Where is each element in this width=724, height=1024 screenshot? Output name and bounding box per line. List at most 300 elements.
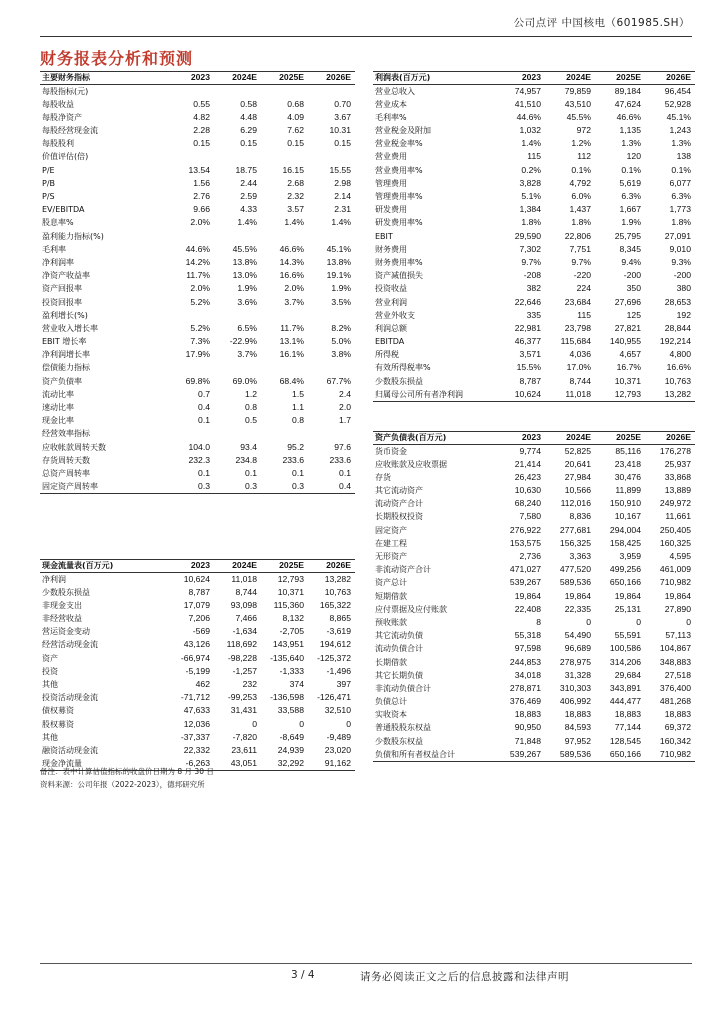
cell-value: 13.8% [232,256,257,267]
row-label: 应收账款及应收票据 [375,459,447,469]
cell-value: 2.44 [240,177,257,188]
cell-value: 16.7% [616,362,641,373]
table-row [373,164,695,177]
row-label: 债权募资 [42,706,74,716]
cell-value: 6.29 [240,125,257,136]
table-row [373,458,695,471]
cell-value: 3.5% [331,296,351,307]
cell-value: 0.7 [198,388,210,399]
row-label: 货币资金 [375,446,407,456]
cell-value: 22,332 [183,744,210,755]
cell-value: 539,267 [509,577,541,588]
cell-value: 22,981 [514,322,541,333]
cell-value: 14.3% [279,256,304,267]
cell-value: 5.0% [331,336,351,347]
cell-value: 8 [536,616,541,627]
cell-value: 0 [299,718,304,729]
cell-value: 93,098 [230,599,257,610]
cell-value: 232 [242,679,257,689]
cell-value: 31,431 [230,705,257,716]
row-label: 营运资金变动 [42,627,90,637]
row-label: 现金净流量 [42,759,82,769]
cell-value: 8,836 [569,511,591,522]
cell-value: 23,684 [564,296,591,307]
table-row [373,563,695,576]
cell-value: 13.1% [279,336,304,347]
cell-value: 8,865 [329,613,351,624]
cell-value: 85,116 [615,445,641,456]
table-bottom-rule [40,493,355,494]
table-row [40,150,355,163]
cell-value: 0.8 [292,415,304,426]
cell-value: 8,744 [569,375,591,386]
table-row [40,98,355,111]
row-label: 盈利能力指标(%) [42,231,104,241]
cell-value: 0.55 [193,98,210,109]
cell-value: 6.3% [621,191,641,201]
cell-value: 589,536 [559,577,591,588]
table-bottom-rule [373,761,695,762]
row-label: 负债和所有者权益合计 [375,749,455,759]
column-header-year: 2023 [190,560,210,571]
table-row [373,322,695,335]
cell-value: 54,490 [564,630,591,641]
row-label: 财务费用 [375,244,407,254]
table-row [373,243,695,256]
cell-value: 0.68 [287,98,304,109]
row-label: 预收账款 [375,617,407,627]
row-label: 经营效率指标 [42,429,90,439]
cell-value: 0.15 [193,138,210,149]
cell-value: 2.28 [193,125,210,136]
column-header-year: 2025E [616,72,641,83]
row-label: 股权募资 [42,719,74,729]
row-label: 流动比率 [42,389,74,399]
cell-value: 3.7% [284,296,304,307]
table-row [40,164,355,177]
cell-value: 2.0% [284,283,304,294]
cell-value: 335 [526,309,541,320]
column-header-year: 2023 [190,72,210,83]
table-row [373,484,695,497]
cell-value: 29,590 [514,230,541,241]
cell-value: 5.1% [521,191,541,201]
cell-value: 43,126 [183,639,210,650]
cell-value: 3.67 [334,111,351,122]
cell-value: 8,787 [188,586,210,597]
table-row [40,638,355,651]
cell-value: 22,335 [564,603,591,614]
cell-value: 14.2% [185,256,210,267]
cell-value: 71,848 [514,735,541,746]
cell-value: 0.15 [334,138,351,149]
cell-value: 7,466 [235,613,257,624]
table-row [40,441,355,454]
column-header-year: 2023 [521,72,541,83]
cell-value: 13.8% [326,256,351,267]
column-header-year: 2023 [521,432,541,443]
cell-value: 0.1% [621,164,641,175]
cell-value: 33,868 [664,471,691,482]
table-row [40,361,355,374]
cell-value: 1.8% [571,217,591,228]
table-row [373,177,695,190]
cell-value: 276,922 [509,524,541,535]
cell-value: 55,318 [514,630,541,641]
cell-value: 55,591 [614,630,641,641]
cell-value: 1.2% [571,138,591,149]
cell-value: 77,144 [614,722,641,733]
cell-value: 278,871 [509,682,541,693]
row-label: 其他 [42,680,58,689]
table-header-row [373,431,695,445]
table-row [373,669,695,682]
cell-value: 4,657 [619,349,641,360]
row-label: 盈利增长(%) [42,310,88,320]
cell-value: 710,982 [659,577,691,588]
cell-value: 115,360 [273,599,304,610]
row-label: 资产 [42,653,58,663]
cell-value: 120 [626,151,641,162]
header-divider [40,36,692,37]
cell-value: 16.1% [279,349,304,360]
cell-value: 7,302 [519,243,541,254]
cell-value: 11,661 [665,511,691,522]
cell-value: 277,681 [559,524,591,535]
table-row [373,590,695,603]
cell-value: 3,828 [519,177,541,188]
cell-value: 232.3 [188,454,210,465]
key-indicators-table [40,71,355,494]
row-label: 研发费用率% [375,218,423,228]
cell-value: 2.32 [287,191,304,201]
cell-value: 233.6 [282,454,304,465]
cell-value: 27,518 [664,669,691,680]
cell-value: 1.9% [237,283,257,294]
cell-value: -99,253 [227,692,257,703]
cell-value: 0.1% [571,164,591,175]
cell-value: 0.1 [198,467,210,478]
row-label: 所得税 [375,350,399,360]
table-row [40,335,355,348]
cell-value: 2.98 [334,177,351,188]
row-label: 资产减值损失 [375,271,423,281]
cell-value: 7,751 [569,243,591,254]
cell-value: 27,821 [614,322,641,333]
row-label: 营业外收支 [375,310,415,320]
row-label: 资产回报率 [42,284,82,294]
column-header-year: 2026E [666,72,691,83]
row-label: 其它长期负债 [375,670,423,680]
table-row [40,691,355,704]
cell-value: 10,371 [277,586,304,597]
cell-value: 160,325 [659,537,691,548]
cell-value: 17.0% [566,362,591,373]
cell-value: 13,282 [664,388,691,399]
column-header-year: 2025E [279,72,304,83]
table-title: 资产负债表(百万元) [375,433,447,443]
cell-value: 68,240 [514,498,541,509]
cell-value: 1,437 [569,204,591,215]
disclaimer-text: 请务必阅读正文之后的信息披露和法律声明 [360,971,569,983]
cell-value: 23,798 [564,322,591,333]
cell-value: 350 [626,283,641,294]
cell-value: 234.8 [235,454,257,465]
column-header-year: 2024E [232,72,257,83]
cell-value: 19,864 [614,590,641,601]
row-label: 每股指标(元) [42,86,89,96]
cell-value: 11,018 [565,388,591,399]
row-label: 非经营收益 [42,614,82,624]
cell-value: 0.1 [292,467,304,478]
table-title: 主要财务指标 [42,73,90,83]
cell-value: 0.1 [245,467,257,478]
cell-value: 3.7% [237,349,257,360]
table-row [40,427,355,440]
row-label: 固定资产 [375,525,407,535]
cell-value: 1.9% [331,283,351,294]
row-label: 资产总计 [375,578,407,588]
cell-value: 10,763 [324,586,351,597]
cell-value: 27,091 [664,230,691,241]
cell-value: 0.70 [334,98,351,109]
table-row [40,652,355,665]
cell-value: 0.3 [198,481,210,492]
table-row [373,216,695,229]
row-label: 净利润率 [42,257,74,267]
table-row [40,586,355,599]
cell-value: 41,510 [514,98,541,109]
row-label: 速动比率 [42,403,74,412]
cell-value: 1,384 [519,204,541,215]
row-label: 偿债能力指标 [42,363,90,373]
cell-value: 2.68 [287,177,304,188]
cell-value: 4,595 [669,551,691,561]
row-label: 投资 [42,666,58,676]
cell-value: 0.1 [339,467,351,478]
row-label: 投资活动现金流 [42,693,98,703]
row-label: 少数股东权益 [375,736,423,746]
row-label: 非流动资产合计 [375,565,431,575]
cell-value: 93.4 [240,441,257,452]
row-label: 营业税金率% [375,139,423,149]
cell-value: 481,268 [659,696,691,707]
row-label: 实收资本 [375,710,407,720]
cell-value: 3.6% [237,296,257,307]
cell-value: 3,571 [519,349,541,360]
row-label: 投资收益 [375,284,407,294]
cell-value: 10,624 [183,573,210,584]
cell-value: -1,496 [326,665,351,676]
cell-value: 1,773 [669,204,691,215]
cell-value: 68.4% [279,375,304,386]
table-row [40,718,355,731]
cell-value: 1.4% [237,217,257,228]
table-row [373,629,695,642]
cell-value: -126,471 [317,692,351,703]
cell-value: 23,418 [614,458,641,469]
cell-value: 2.0 [339,402,351,412]
cell-value: 140,955 [609,336,641,347]
cell-value: 156,325 [559,537,591,548]
cell-value: 18.75 [235,164,257,175]
row-label: 流动负债合计 [375,644,423,654]
cell-value: 376,469 [509,696,541,707]
cell-value: 10,630 [514,485,541,496]
cell-value: 44.6% [185,243,210,254]
cell-value: 10,763 [664,375,691,386]
cell-value: 5.2% [190,322,210,333]
cell-value: 8,744 [235,586,257,597]
cell-value: 17.9% [185,349,210,360]
row-label: 在建工程 [375,538,407,548]
table-row [373,721,695,734]
cell-value: 46.6% [279,243,304,254]
row-label: 少数股东损益 [42,587,90,597]
table-row [373,388,695,401]
row-label: 负债总计 [375,697,407,707]
row-label: 管理费用 [375,178,407,188]
row-label: 研发费用 [375,205,407,215]
footer-divider [40,963,692,964]
cell-value: 115 [527,151,541,162]
cell-value: 79,859 [564,85,591,96]
cell-value: 74,957 [514,85,541,96]
cell-value: 7,206 [188,613,210,624]
cell-value: 100,586 [609,643,641,654]
cell-value: -569 [192,626,210,637]
cell-value: 32,292 [277,758,304,769]
cell-value: 4.09 [287,111,304,122]
table-row [40,243,355,256]
cell-value: 0.58 [240,98,257,109]
row-label: 每股股利 [42,139,74,149]
cell-value: 18,883 [614,709,641,720]
cell-value: 1.4% [331,217,351,228]
cell-value: 23,020 [324,744,351,755]
table-row [40,375,355,388]
table-row [40,731,355,744]
cell-value: -71,712 [180,692,210,703]
cell-value: 84,593 [564,722,591,733]
table-row [40,704,355,717]
column-header-year: 2024E [232,560,257,571]
cell-value: 26,423 [514,471,541,482]
cell-value: 19.1% [326,270,351,281]
cell-value: 1.9% [621,217,641,228]
cell-value: 43,051 [230,758,257,769]
cell-value: 374 [289,679,304,689]
cell-value: 1.5 [292,388,304,399]
row-label: 管理费用率% [375,192,423,201]
column-header-year: 2024E [566,72,591,83]
cell-value: -220 [573,270,591,281]
cell-value: -125,372 [317,652,351,663]
cell-value: 0.4 [198,402,210,412]
column-header-year: 2026E [666,432,691,443]
cell-value: 10.31 [329,125,351,136]
cell-value: 589,536 [559,748,591,759]
cell-value: 1.4% [521,138,541,149]
table-row [40,137,355,150]
cell-value: 461,009 [659,564,691,575]
cell-value: 3,959 [619,551,641,561]
cell-value: -22.9% [229,336,257,347]
table-row [40,216,355,229]
cell-value: 13,889 [664,485,691,496]
cell-value: 46.6% [616,111,641,122]
table-row [40,573,355,586]
table-row [40,678,355,691]
cell-value: 6.0% [571,191,591,201]
cell-value: 19,864 [564,590,591,601]
cell-value: 44.6% [516,111,541,122]
cell-value: 0.4 [339,481,351,492]
cell-value: 397 [336,679,351,689]
cell-value: 28,653 [664,296,691,307]
cell-value: 33,588 [277,705,304,716]
cash-flow-table [40,559,355,771]
cell-value: 18,883 [664,709,691,720]
cell-value: 11,899 [615,485,641,496]
cell-value: 52,928 [664,98,691,109]
cell-value: 34,018 [514,669,541,680]
row-label: 营业收入增长率 [42,323,98,333]
cell-value: 45.1% [666,111,691,122]
cell-value: 5.2% [190,296,210,307]
table-row [40,467,355,480]
column-header-year: 2024E [566,432,591,443]
cell-value: 406,992 [559,696,591,707]
table-row [373,445,695,458]
cell-value: 45.1% [326,243,351,254]
page-number: 3 / 4 [291,969,315,981]
cell-value: 4.33 [240,204,257,215]
cell-value: 16.6% [666,362,691,373]
cell-value: 19,864 [514,590,541,601]
cell-value: 27,890 [664,603,691,614]
cell-value: 69.0% [232,375,257,386]
row-label: 其他 [42,732,58,742]
row-label: 净资产收益率 [42,271,90,281]
balance-sheet-table [373,431,695,762]
table-row [40,599,355,612]
row-label: 长期股权投资 [375,512,423,522]
table-header-row [40,559,355,573]
note-valuation-date: 备注：表中计算估值指标的收盘价日期为 8 月 30 日 [40,767,214,776]
cell-value: 382 [526,283,541,294]
row-label: 流动资产合计 [375,499,423,509]
cell-value: 11.7% [186,270,210,281]
table-row [373,682,695,695]
table-row [40,85,355,98]
cell-value: 539,267 [509,748,541,759]
table-row [40,348,355,361]
row-label: 存货 [375,472,391,482]
row-label: P/E [42,165,55,175]
row-label: P/B [42,178,56,188]
table-row [373,642,695,655]
cell-value: 97,598 [514,643,541,654]
cell-value: 10,566 [564,485,591,496]
table-row [373,510,695,523]
cell-value: 1.4% [284,217,304,228]
table-row [373,269,695,282]
cell-value: 1.7 [339,415,351,426]
row-label: 无形资产 [375,552,407,561]
table-title: 现金流量表(百万元) [42,561,114,571]
cell-value: 24,939 [277,744,304,755]
